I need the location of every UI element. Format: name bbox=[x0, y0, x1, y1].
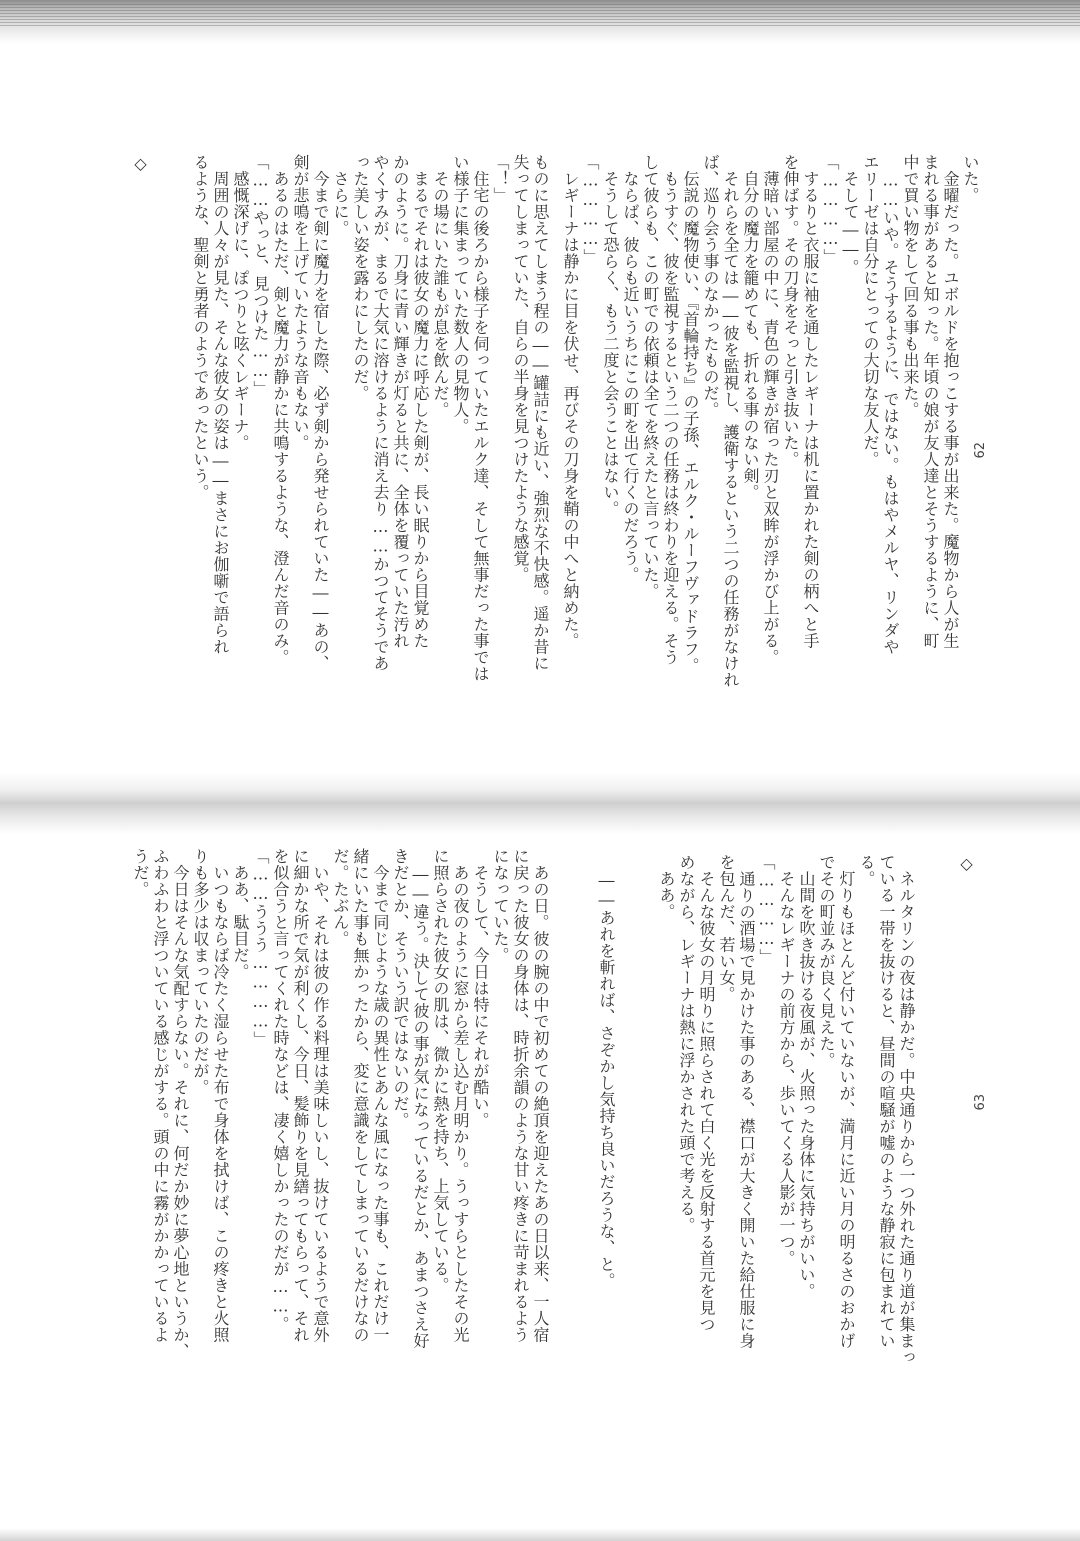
text-line: 「…………」 bbox=[581, 154, 600, 265]
text-line: に照らされた彼女の肌は、微かに熱を持ち、上気している。 bbox=[431, 848, 450, 1294]
text-line: ああ、駄目だ。 bbox=[231, 848, 250, 980]
text-line: 中で買い物をして回る事も出来た。 bbox=[901, 154, 920, 418]
text-column-right bbox=[560, 154, 980, 734]
text-line: でその町並みが良く見えた。 bbox=[817, 854, 836, 1069]
text-line: ものに思えてしまう程の――罐詰にも近い、強烈な不快感。遥か昔に bbox=[531, 154, 550, 672]
text-line: ――違う。決して彼の事が気になっているだとか、あまつさえ好 bbox=[411, 848, 430, 1349]
page-number: 63 bbox=[973, 1094, 988, 1111]
text-line: りも多少は収まっていたのだが。 bbox=[191, 848, 210, 1096]
text-line: それらを全ては――彼を監視し、護衛するという二つの任務がなけれ bbox=[721, 154, 740, 688]
text-line: エリーゼは自分にとっての大切な友人だ。 bbox=[861, 154, 880, 468]
text-line: 薄暗い部屋の中に、青色の輝きが宿った刃と双眸が浮かび上がる。 bbox=[761, 154, 780, 666]
text-line: ――あれを斬れば、さぞかし気持ち良いだろうな、と。 bbox=[597, 854, 616, 1289]
book-gutter bbox=[0, 772, 1080, 834]
text-line: 失ってしまっていた、自らの半身を見つけたような感覚。 bbox=[511, 154, 530, 583]
text-line: った美しい姿を露わにしたのだ。 bbox=[351, 154, 370, 402]
text-line: 「……やっと、見つけた……」 bbox=[251, 154, 270, 397]
text-line: ◇ bbox=[131, 154, 150, 174]
text-line: 今まで同じような歳の異性とあんな風になった事も、これだけ一 bbox=[371, 848, 390, 1343]
text-line: いつもならば冷たく湿らせた布で身体を拭けば、この疼きと火照 bbox=[211, 848, 230, 1343]
text-column-right bbox=[556, 854, 976, 1414]
text-line: そんなレギーナの前方から、歩いてくる人影が一つ。 bbox=[777, 854, 796, 1267]
text-line bbox=[556, 854, 576, 1414]
text-line: 伝説の魔物使い、『首輪持ち』の子孫、エルク・ルーフヴァドラフ。 bbox=[681, 154, 700, 674]
text-line: 周囲の人々が見た、そんな彼女の姿は――まさにお伽噺で語られ bbox=[211, 154, 230, 655]
text-line bbox=[936, 854, 956, 1414]
text-line: そんな彼女の月明りに照らされて白く光を反射する首元を見つ bbox=[697, 854, 716, 1333]
text-line: 「…………」 bbox=[821, 154, 840, 265]
text-line: あるのはただ、剣と魔力が静かに共鳴するような、澄んだ音のみ。 bbox=[271, 154, 290, 666]
text-line: するりと衣服に袖を通したレギーナは机に置かれた剣の柄へと手 bbox=[801, 154, 820, 649]
text-line: 灯りもほとんど付いていないが、満月に近い月の明るさのおかげ bbox=[837, 854, 856, 1349]
text-line: 「……ううう…………」 bbox=[251, 848, 270, 1048]
text-line: い様子に集まっていた数人の見物人。 bbox=[451, 154, 470, 435]
text-line bbox=[616, 854, 636, 1414]
text-line: ネルタリンの夜は静かだ。中央通りから一つ外れた通り道が集まっ bbox=[897, 854, 916, 1366]
page-62 bbox=[0, 44, 1080, 772]
text-line: かのように。刀身に青い輝きが灯ると共に、全体を覆っていた汚れ bbox=[391, 154, 410, 649]
page-stack-lines bbox=[0, 4, 1080, 28]
text-line: ふわふわと浮ついている感じがする。頭の中に霧がかかっているよ bbox=[151, 848, 170, 1343]
text-line: ……いや。そうするように、ではない。もはやメルヤ、リンダや bbox=[881, 154, 900, 655]
text-line: あの日。彼の腕の中で初めての絶頂を迎えたあの日以来、一人宿 bbox=[531, 848, 550, 1343]
text-line: ああ。 bbox=[657, 854, 676, 920]
scanner-bottom-edge bbox=[0, 1528, 1080, 1541]
text-line: さらに。 bbox=[331, 154, 350, 237]
text-line: ている一帯を抜けると、昼間の喧騒が嘘のような静寂に包まれてい bbox=[877, 854, 896, 1349]
text-line: を包んだ、若い女。 bbox=[717, 854, 736, 1003]
text-line: を似合うと言ってくれた時などは、凄く嬉しかったのだが……。 bbox=[271, 848, 290, 1333]
text-line: そうして、今日は特にそれが酷い。 bbox=[471, 848, 490, 1129]
text-line: に細かな所で気が利くし、今日、髪飾りを見繕ってもらって、それ bbox=[291, 848, 310, 1343]
text-line: 剣が悲鳴を上げていたような音もない。 bbox=[291, 154, 310, 451]
text-line: いや、それは彼の作る料理は美味しいし、抜けているようで意外 bbox=[311, 848, 330, 1343]
text-column-left bbox=[130, 848, 550, 1428]
text-line: になっていた。 bbox=[491, 848, 510, 964]
text-line: 今日はそんな気配すらない。それに、何だか妙に夢心地というか、 bbox=[171, 848, 190, 1360]
text-line: るような、聖剣と勇者のようであったという。 bbox=[191, 154, 210, 501]
text-line: 住宅の後ろから様子を伺っていたエルク達、そして無事だった事では bbox=[471, 154, 490, 682]
text-line bbox=[576, 854, 596, 1414]
page-63 bbox=[0, 834, 1080, 1528]
text-line: いた。 bbox=[961, 154, 980, 204]
text-line: 「！」 bbox=[491, 154, 510, 204]
text-line: うだ。 bbox=[131, 848, 150, 898]
text-line: 今まで剣に魔力を宿した際、必ず剣から発せられていた――あの、 bbox=[311, 154, 330, 672]
text-line: を伸ばす。その刀身をそっと引き抜いた。 bbox=[781, 154, 800, 468]
text-line: 通りの酒場で見かけた事のある、襟口が大きく開いた給仕服に身 bbox=[737, 854, 756, 1349]
text-line: めながら、レギーナは熱に浮かされた頭で考える。 bbox=[677, 854, 696, 1234]
text-line: そうして恐らく、もう二度と会うことはない。 bbox=[601, 154, 620, 517]
text-line: る。 bbox=[857, 854, 876, 887]
text-line: もうすぐ、彼を監視するという二つの任務は終わりを迎える。そう bbox=[661, 154, 680, 666]
text-line: ば、巡り会う事のなかったものだ。 bbox=[701, 154, 720, 418]
text-line: やくすみが、まるで大気に溶けるように消え去り……かつてそうであ bbox=[371, 154, 390, 672]
text-line: その場にいた誰もが息を飲んだ。 bbox=[431, 154, 450, 418]
text-line: だ。たぶん。 bbox=[331, 848, 350, 947]
text-line: して彼らも、この町での依頼は全てを終えたと言っていた。 bbox=[641, 154, 660, 600]
text-line: 感慨深げに、ぽつりと呟くレギーナ。 bbox=[231, 154, 250, 451]
text-line: ならば、彼らも近いうちにこの町を出て行くのだろう。 bbox=[621, 154, 640, 583]
text-line: まるでそれは彼女の魔力に呼応した剣が、長い眠りから目覚めた bbox=[411, 154, 430, 649]
text-column-left bbox=[130, 154, 550, 734]
text-line bbox=[916, 854, 936, 1414]
text-line: に戻った彼女の身体は、時折余韻のような甘い疼きに苛まれるよう bbox=[511, 848, 530, 1343]
text-line: 金曜だった。ユボルドを抱っこする事が出来た。魔物から人が生 bbox=[941, 154, 960, 649]
page-number: 62 bbox=[973, 442, 988, 459]
text-line: レギーナは静かに目を伏せ、再びその刀身を鞘の中へと納めた。 bbox=[561, 154, 580, 649]
text-line: 山間を吹き抜ける夜風が、火照った身体に気持ちがいい。 bbox=[797, 854, 816, 1300]
text-line: そして――。 bbox=[841, 154, 860, 276]
text-line bbox=[150, 154, 170, 734]
text-line bbox=[170, 154, 190, 734]
text-line: 自分の魔力を籠めても、折れる事のない剣。 bbox=[741, 154, 760, 501]
text-line: きだとか、そういう訳ではないのだ。 bbox=[391, 848, 410, 1129]
text-line: 「…………」 bbox=[757, 854, 776, 965]
text-line: 緒にいた事も無かったから、変に意識をしてしまっているだけなの bbox=[351, 848, 370, 1343]
text-line: あの夜のように窓から差し込む月明かり。うっすらとしたその光 bbox=[451, 848, 470, 1343]
text-line: ◇ bbox=[957, 854, 976, 874]
text-line: まれる事があると知った。年頃の娘が友人達とそうするように、町 bbox=[921, 154, 940, 649]
text-line bbox=[636, 854, 656, 1414]
